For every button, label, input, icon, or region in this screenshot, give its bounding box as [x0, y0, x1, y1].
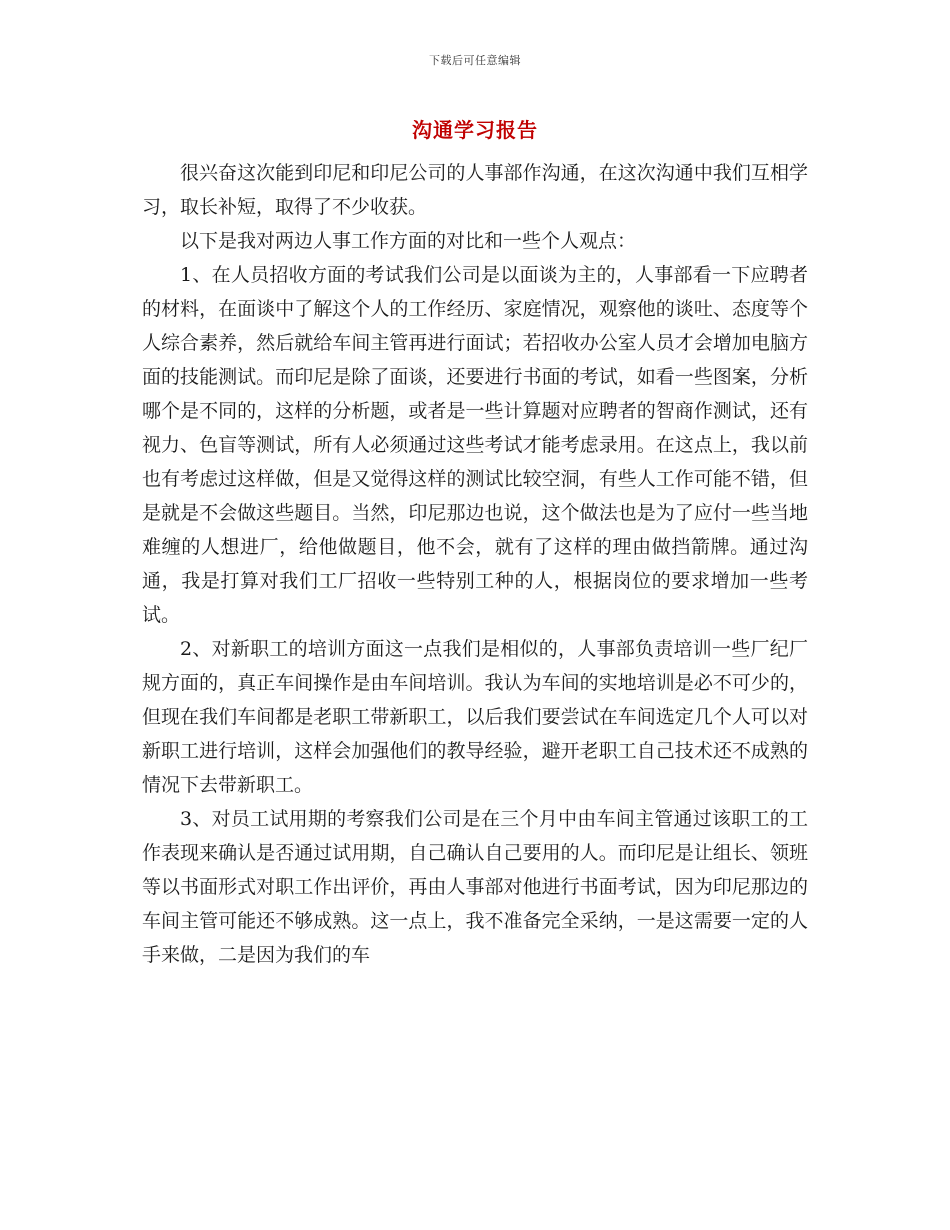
paragraph-point-2: 2、对新职工的培训方面这一点我们是相似的，人事部负责培训一些厂纪厂规方面的，真正车间操作是由车间培训。我认为车间的实地培训是必不可少的，但现在我们车间都是老职工带新职工，以后我们要尝试在车间选定几个人可以对新职工进行培训，这样会加强他们的教导经验，避开老职工自己技术还不成熟的情况下去带新职工。: [142, 638, 808, 796]
page-header-note: 下载后可任意编辑: [429, 54, 521, 67]
paragraph-point-3: 3、对员工试用期的考察我们公司是在三个月中由车间主管通过该职工的工作表现来确认是否通过试用期，自己确认自己要用的人。而印尼是让组长、领班等以书面形式对职工作出评价，再由人事部对他进行书面考试，因为印尼那边的车间主管可能还不够成熟。这一点上，我不准备完全采纳，一是这需要一定的人手来做，二是因为我们的车: [142, 808, 808, 966]
document-body: [142, 156, 808, 972]
paragraph-point-1: 1、在人员招收方面的考试我们公司是以面谈为主的，人事部看一下应聘者的材料，在面谈中了解这个人的工作经历、家庭情况，观察他的谈吐、态度等个人综合素养，然后就给车间主管再进行面试；若招收办公室人员才会增加电脑方面的技能测试。而印尼是除了面谈，还要进行书面的考试，如看一些图案，分析哪个是不同的，这样的分析题，或者是一些计算题对应聘者的智商作测试，还有视力、色盲等测试，所有人必须通过这些考试才能考虑录用。在这点上，我以前也有考虑过这样做，但是又觉得这样的测试比较空洞，有些人工作可能不错，但是就是不会做这些题目。当然，印尼那边也说，这个做法也是为了应付一些当地难缠的人想进厂，给他做题目，他不会，就有了这样的理由做挡箭牌。通过沟通，我是打算对我们工厂招收一些特别工种的人，根据岗位的要求增加一些考试。: [142, 264, 808, 626]
document-title: 沟通学习报告: [412, 118, 538, 142]
paragraph-intro: 很兴奋这次能到印尼和印尼公司的人事部作沟通，在这次沟通中我们互相学习，取长补短，取得了不少收获。: [142, 162, 808, 218]
paragraph-overview: 以下是我对两边人事工作方面的对比和一些个人观点：: [180, 230, 637, 252]
